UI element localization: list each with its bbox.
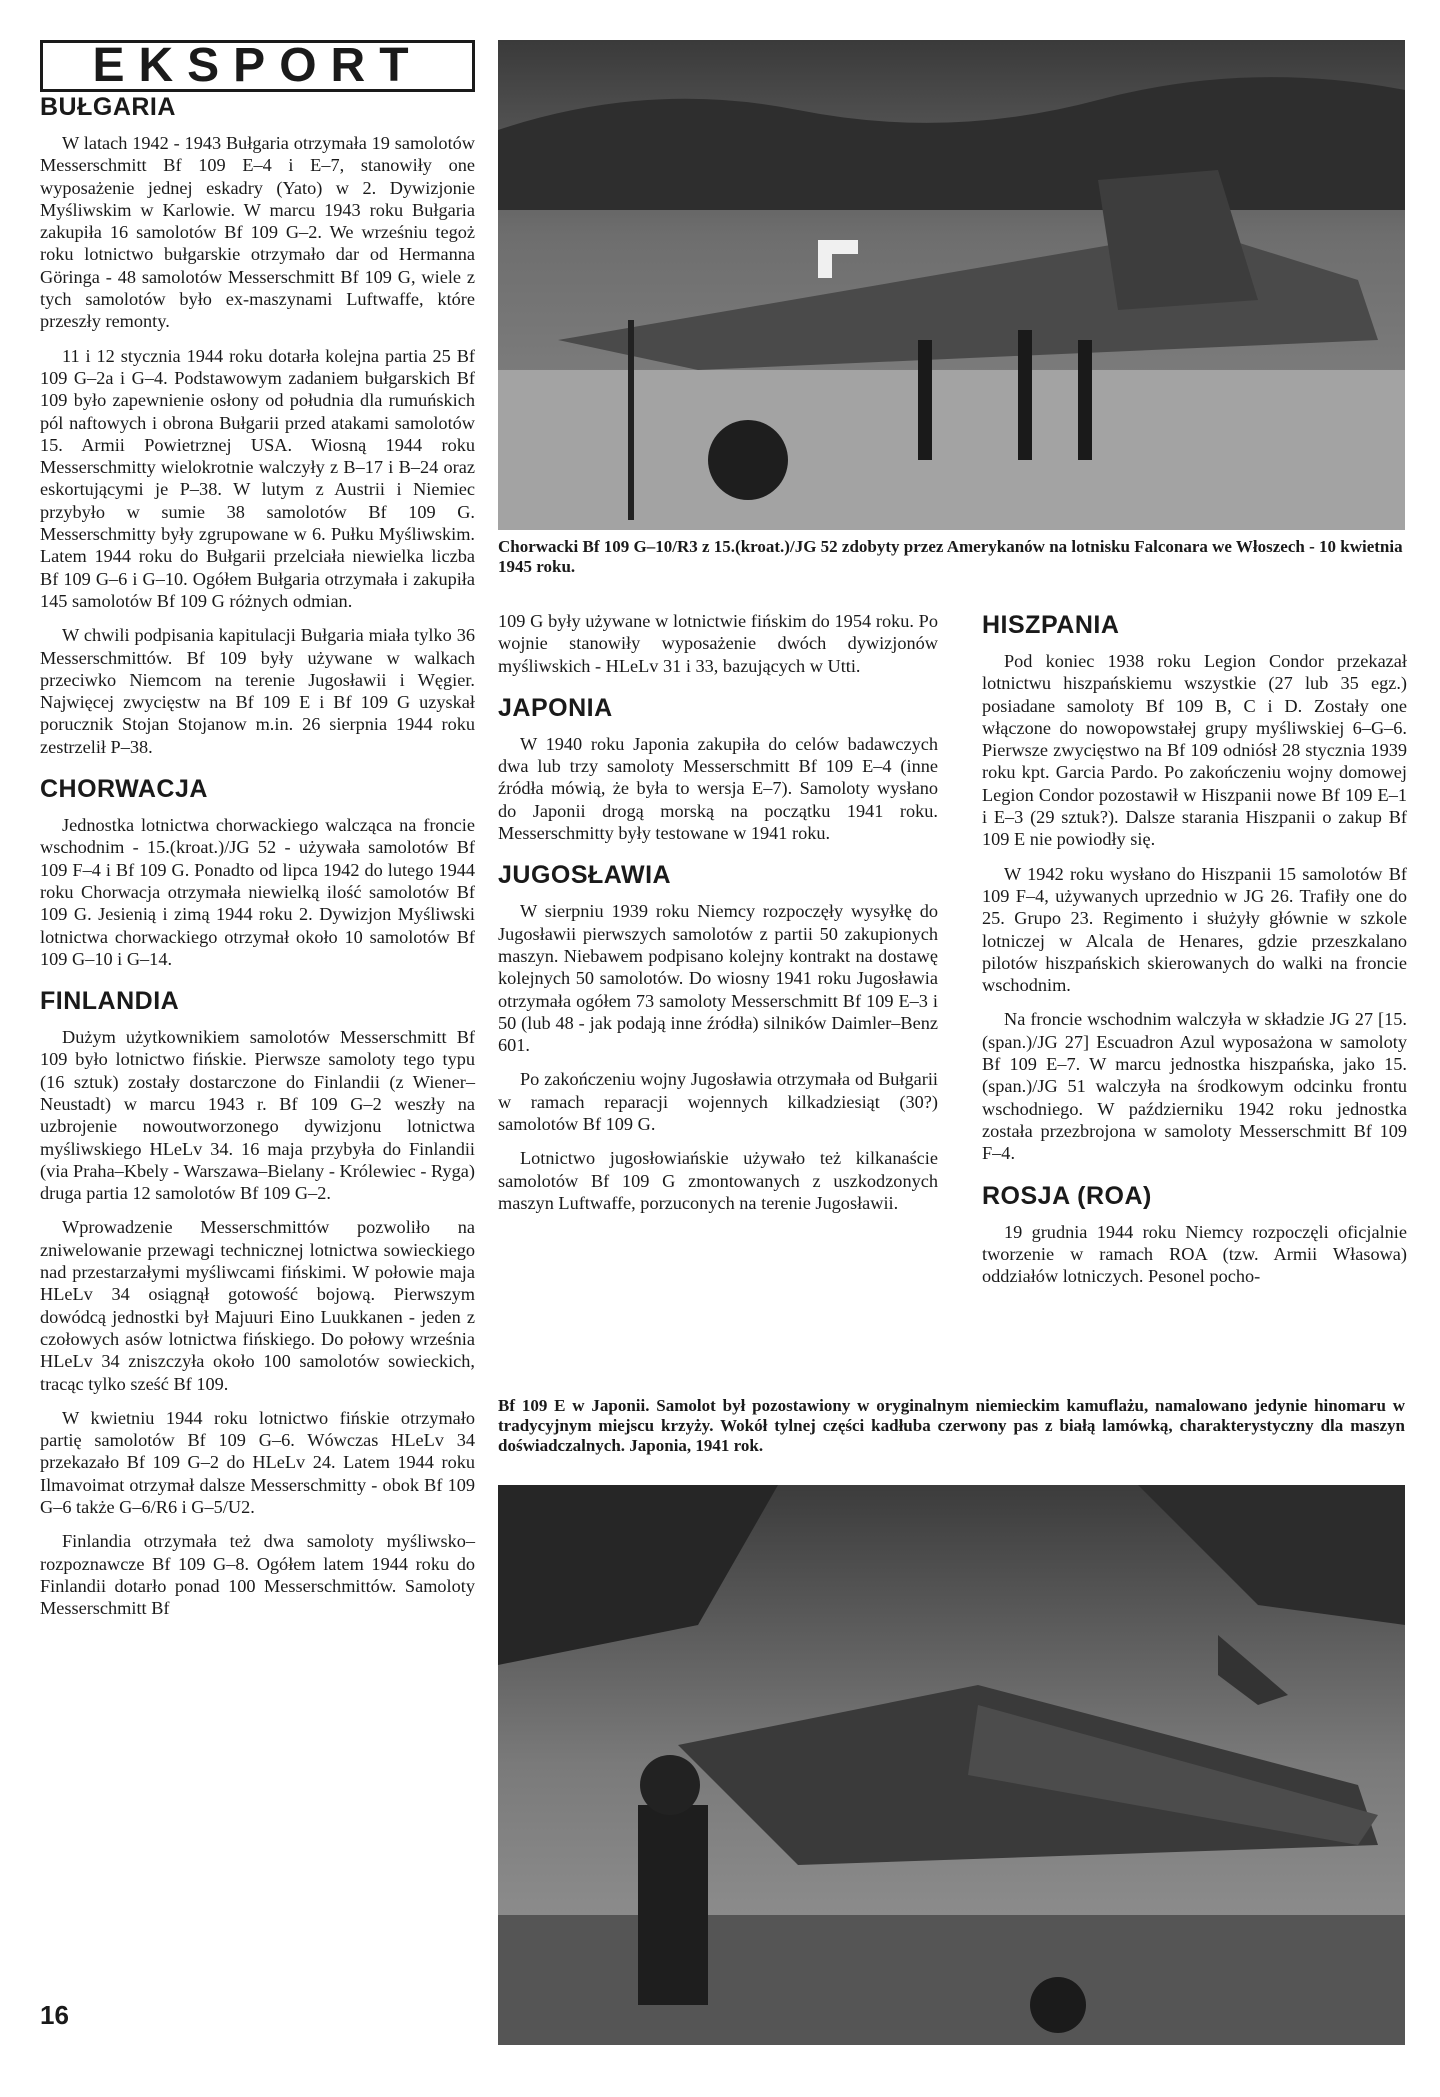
page-title: EKSPORT bbox=[92, 39, 423, 92]
paragraph: W 1940 roku Japonia zakupiła do celów badawczych dwa lub trzy samoloty Messerschmitt Bf 109 E–4 (inne źródła mówią, że była to wersja E–7). Samoloty wysłano do Japonii drogą morską na początku 1941 roku. Messerschmitty były testowane w 1941 roku. bbox=[498, 733, 938, 844]
paragraph: W chwili podpisania kapitulacji Bułgaria miała tylko 36 Messerschmittów. Bf 109 były używane w walkach przeciwko Niemcom na terenie Jugosławii i Węgier. Najwięcej zwycięstw na Bf 109 E i Bf 109 G uzyskał porucznik Stojan Stojanow m.in. 26 sierpnia 1944 roku zestrzelił P–38. bbox=[40, 625, 475, 757]
paragraph: W latach 1942 - 1943 Bułgaria otrzymała 19 samolotów Messerschmitt Bf 109 E–4 i E–7, stanowiły one wyposażenie jednej eskadry (Yato) w 2. Dywizjonie Myśliwskim w Karlowie. W marcu 1943 roku Bułgaria zakupiła 16 samolotów Bf 109 G–2. We wrześniu tegoż roku lotnictwo bułgarskie otrzymało dar od Hermanna Göringa - 48 samolotów Messerschmitt Bf 109 G, wiele z tych samolotów było ex-maszynami Luftwaffe, które przeszły remonty. bbox=[40, 133, 475, 332]
paragraph: Na froncie wschodnim walczyła w składzie JG 27 [15.(span.)/JG 27] Escuadron Azul wyposażona w samoloty Bf 109 E–7. W marcu jednostka hiszpańska, jako 15.(span.)/JG 51 walczyła na środkowym odcinku frontu wschodniego. W październiku 1942 roku jednostka została przezbrojona w samoloty Messerschmitt Bf 109 F–4. bbox=[982, 1009, 1407, 1164]
heading-hiszpania: HISZPANIA bbox=[982, 611, 1120, 639]
paragraph: Lotnictwo jugosłowiańskie używało też kilkanaście samolotów Bf 109 G zmontowanych z uszkodzonych maszyn Luftwaffe, porzuconych na terenie Jugosławii. bbox=[498, 1148, 938, 1213]
paragraph: Po zakończeniu wojny Jugosławia otrzymała od Bułgarii w ramach reparacji wojennych kilkadziesiąt (30?) samolotów Bf 109 G. bbox=[498, 1069, 938, 1135]
paragraph: 19 grudnia 1944 roku Niemcy rozpoczęli oficjalnie tworzenie w ramach ROA (tzw. Armii Własowa) oddziałów lotniczych. Pesonel pocho- bbox=[982, 1221, 1407, 1287]
paragraph: Pod koniec 1938 roku Legion Condor przekazał lotnictwu hiszpańskiemu wszystkie (27 lub 35 egz.) posiadane samoloty Bf 109 B, C i D. Zostały one włączone do nowopowstałej grupy myśliwskiej 6–G–6. Pierwsze zwycięstwo na Bf 109 odniósł 28 stycznia 1939 roku kpt. Garcia Pardo. Po zakończeniu wojny domowej Legion Condor pozostawił w Hiszpanii nowe Bf 109 E–1 i E–3 (29 sztuk?). Dalsze starania Hiszpanii o zakup Bf 109 E nie powiodły się. bbox=[982, 651, 1407, 850]
photo-japan-bf109e bbox=[498, 1485, 1405, 2045]
paragraph: W sierpniu 1939 roku Niemcy rozpoczęły wysyłkę do Jugosławii pierwszych samolotów z partii 50 zakupionych maszyn. Niebawem podpisano kolejny kontrakt na dostawę kolejnych 50 samolotów. Do wiosny 1941 roku Jugosławia otrzymała ogółem 73 samoloty Messerschmitt Bf 109 E–3 i 50 (lub 48 - jak podają inne źródła) silników Daimler–Benz 601. bbox=[498, 901, 938, 1056]
page-number: 16 bbox=[40, 2000, 69, 2030]
column-2 bbox=[498, 610, 938, 1226]
photo-caption-croatian: Chorwacki Bf 109 G–10/R3 z 15.(kroat.)/JG 52 zdobyty przez Amerykanów na lotnisku Falconara we Włoszech - 10 kwietnia 1945 roku. bbox=[498, 537, 1403, 576]
column-3 bbox=[982, 610, 1407, 1299]
paragraph: W 1942 roku wysłano do Hiszpanii 15 samolotów Bf 109 F–4, używanych uprzednio w JG 26. Trafiły one do 25. Grupo 23. Regimento i służyły głównie w szkole lotniczej w Alcala de Henares, gdzie przeszkalano pilotów hiszpańskich skierowanych do walki na froncie wschodnim. bbox=[982, 863, 1407, 996]
paragraph: Dużym użytkownikiem samolotów Messerschmitt Bf 109 było lotnictwo fińskie. Pierwsze samoloty tego typu (16 sztuk) zostały dostarczone do Finlandii (z Wiener–Neustadt) w marcu 1943 r. Bf 109 G–2 weszły na uzbrojenie nowoutworzonego dywizjonu lotnictwa myśliwskiego HLeLv 34. 16 maja przybyła do Finlandii (via Praha–Kbely - Warszawa–Bielany - Królewiec - Ryga) druga partia 12 samolotów Bf 109 G–2. bbox=[40, 1027, 475, 1204]
heading-japonia: JAPONIA bbox=[498, 693, 613, 722]
paragraph: Wprowadzenie Messerschmittów pozwoliło na zniwelowanie przewagi technicznej lotnictwa sowieckiego nad przestarzałymi myśliwcami fińskimi. W połowie maja HLeLv 34 osiągnął gotowość bojową. Pierwszym dowódcą jednostki był Majuuri Eino Luukkanen - jeden z czołowych asów lotnictwa fińskiego. Do połowy września HLeLv 34 zniszczyła około 100 samolotów sowieckich, tracąc tylko sześć Bf 109. bbox=[40, 1217, 475, 1394]
column-1 bbox=[40, 92, 475, 1632]
photo-japan-bf109e-image bbox=[498, 1485, 1405, 2045]
photo-croatian-bf109 bbox=[498, 40, 1405, 530]
heading-rosja: ROSJA (ROA) bbox=[982, 1181, 1152, 1210]
paragraph: 109 G były używane w lotnictwie fińskim do 1954 roku. Po wojnie stanowiły wyposażenie dwóch dywizjonów myśliwskich - HLeLv 31 i 33, bazujących w Utti. bbox=[498, 611, 938, 676]
page-title-box bbox=[40, 40, 475, 92]
paragraph: 11 i 12 stycznia 1944 roku dotarła kolejna partia 25 Bf 109 G–2a i G–4. Podstawowym zadaniem bułgarskich Bf 109 było zapewnienie osłony od południa dla rumuńskich pól naftowych i obrona Bułgarii przed atakami samolotów 15. Armii Powietrznej USA. Wiosną 1944 roku Messerschmitty wielokrotnie walczyły z B–17 i B–24 oraz eskortującymi je P–38. W lutym z Austrii i Niemiec przybyło w sumie 38 samolotów Bf 109 G. Messerschmitty były zgrupowane w 6. Pułku Myśliwskim. Latem 1944 roku do Bułgarii przelciała niewielka liczba Bf 109 G–6 i G–10. Ogółem Bułgaria otrzymała i zakupiła 145 samolotów Bf 109 G różnych odmian. bbox=[40, 345, 475, 611]
paragraph: Finlandia otrzymała też dwa samoloty myśliwsko–rozpoznawcze Bf 109 G–8. Ogółem latem 1944 roku do Finlandii dotarło ponad 100 Messerschmittów. Samoloty Messerschmitt Bf bbox=[40, 1531, 475, 1619]
paragraph: Jednostka lotnictwa chorwackiego walcząca na froncie wschodnim - 15.(kroat.)/JG 52 - używała samolotów Bf 109 F–4 i Bf 109 G. Ponadto od lipca 1942 do lutego 1944 roku Chorwacja otrzymała niewielką ilość samolotów Bf 109 G. Jesienią i zimą 1944 roku 2. Dywizjon Myśliwski lotnictwa chorwackiego otrzymał około 10 samolotów Bf 109 G–10 i G–14. bbox=[40, 815, 475, 969]
heading-finlandia: FINLANDIA bbox=[40, 987, 180, 1016]
heading-bulgaria: BUŁGARIA bbox=[40, 93, 176, 121]
photo-croatian-bf109-image bbox=[498, 40, 1405, 530]
heading-chorwacja: CHORWACJA bbox=[40, 775, 208, 804]
photo-caption-japan: Bf 109 E w Japonii. Samolot był pozostawiony w oryginalnym niemieckim kamuflażu, namalowano jedynie hinomaru w tradycyjnym miejscu krzyży. Wokół tylnej części kadłuba czerwony pas z białą lamówką, charakterystyczny dla maszyn doświadczalnych. Japonia, 1941 rok. bbox=[498, 1396, 1405, 1455]
paragraph: W kwietniu 1944 roku lotnictwo fińskie otrzymało partię samolotów Bf 109 G–6. Wówczas HLeLv 34 przekazało Bf 109 G–2 do HLeLv 24. Latem 1944 roku Ilmavoimat otrzymał dalsze Messerschmitty - obok Bf 109 G–6 także G–6/R6 i G–5/U2. bbox=[40, 1407, 475, 1518]
heading-jugoslawia: JUGOSŁAWIA bbox=[498, 861, 672, 890]
